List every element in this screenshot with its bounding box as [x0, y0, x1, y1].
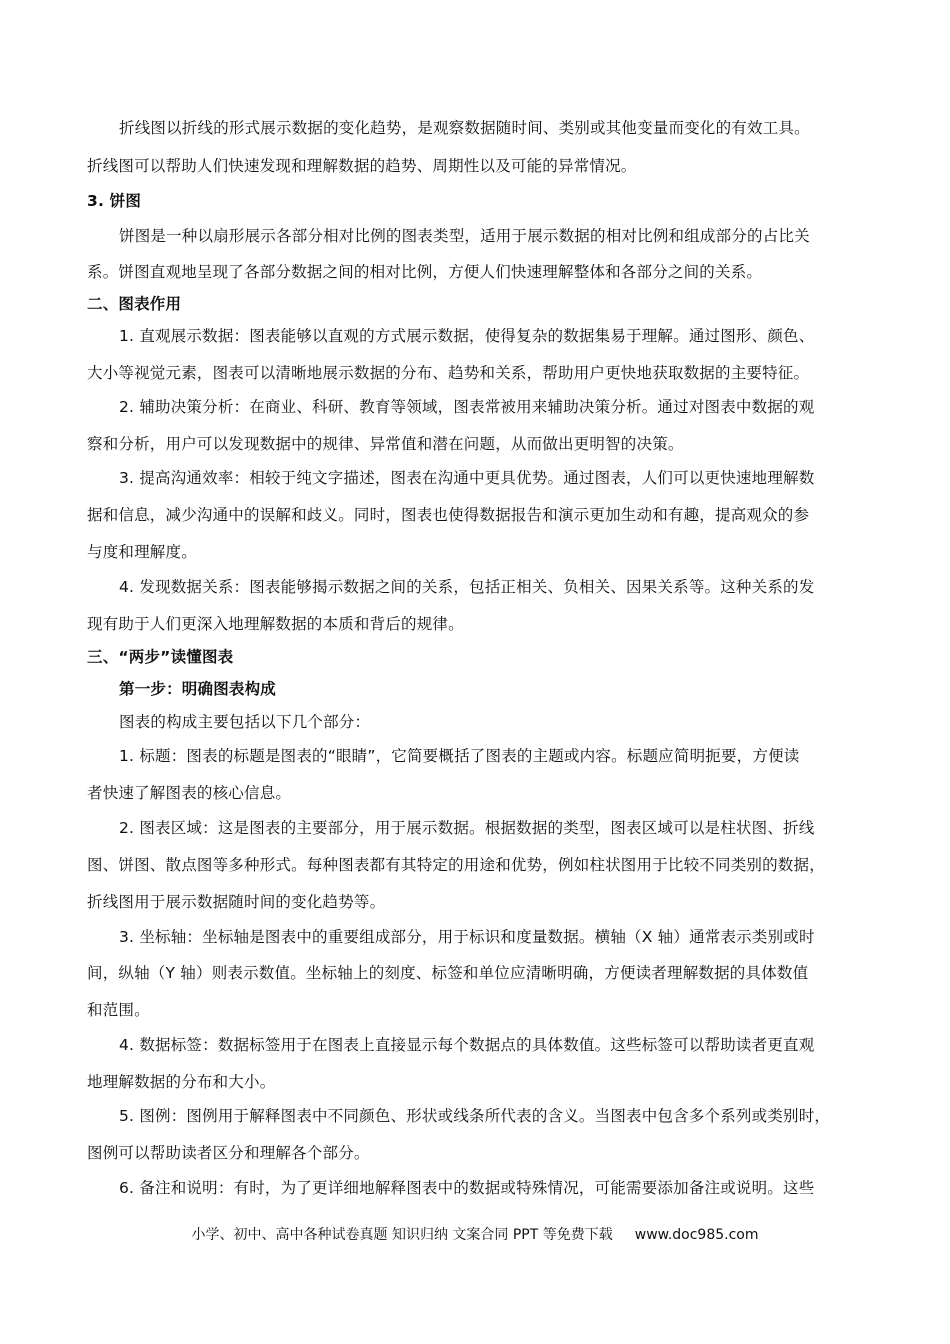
- paragraph-line: 4. 发现数据关系：图表能够揭示数据之间的关系，包括正相关、负相关、因果关系等。这种关系的发: [119, 578, 815, 596]
- section-heading: 三、“两步”读懂图表: [87, 648, 234, 666]
- paragraph-line: 折线图可以帮助人们快速发现和理解数据的趋势、周期性以及可能的异常情况。: [87, 157, 637, 175]
- paragraph-line: 4. 数据标签：数据标签用于在图表上直接显示每个数据点的具体数值。这些标签可以帮助读者更直观: [119, 1036, 815, 1054]
- paragraph-line: 6. 备注和说明：有时，为了更详细地解释图表中的数据或特殊情况，可能需要添加备注或说明。这些: [119, 1179, 815, 1197]
- paragraph-line: 现有助于人们更深入地理解数据的本质和背后的规律。: [87, 615, 464, 633]
- paragraph-line: 3. 坐标轴：坐标轴是图表中的重要组成部分，用于标识和度量数据。横轴（X 轴）通常表示类别或时: [119, 928, 815, 946]
- paragraph-line: 与度和理解度。: [87, 543, 197, 561]
- paragraph-line: 5. 图例：图例用于解释图表中不同颜色、形状或线条所代表的含义。当图表中包含多个系列或类别时，: [119, 1107, 831, 1125]
- section-heading: 二、图表作用: [87, 295, 182, 313]
- subsection-heading: 第一步：明确图表构成: [119, 680, 277, 698]
- section-heading: 3. 饼图: [87, 192, 142, 210]
- paragraph-line: 间，纵轴（Y 轴）则表示数值。坐标轴上的刻度、标签和单位应清晰明确，方便读者理解数据的具体数值: [87, 964, 809, 982]
- paragraph-line: 折线图用于展示数据随时间的变化趋势等。: [87, 893, 386, 911]
- paragraph-line: 据和信息，减少沟通中的误解和歧义。同时，图表也使得数据报告和演示更加生动和有趣，提高观众的参: [87, 506, 810, 524]
- footer-url: www.doc985.com: [634, 1227, 759, 1243]
- paragraph-line: 图例可以帮助读者区分和理解各个部分。: [87, 1144, 370, 1162]
- paragraph-line: 察和分析，用户可以发现数据中的规律、异常值和潜在问题，从而做出更明智的决策。: [87, 435, 684, 453]
- paragraph-line: 3. 提高沟通效率：相较于纯文字描述，图表在沟通中更具优势。通过图表，人们可以更快速地理解数: [119, 469, 815, 487]
- paragraph-line: 图表的构成主要包括以下几个部分：: [119, 713, 371, 731]
- footer-text: 小学、初中、高中各种试卷真题 知识归纳 文案合同 PPT 等免费下载: [191, 1227, 613, 1243]
- paragraph-line: 1. 标题：图表的标题是图表的“眼睛”，它简要概括了图表的主题或内容。标题应简明扼要，方便读: [119, 747, 800, 765]
- paragraph-line: 系。饼图直观地呈现了各部分数据之间的相对比例，方便人们快速理解整体和各部分之间的关系。: [87, 263, 763, 281]
- paragraph-line: 图、饼图、散点图等多种形式。每种图表都有其特定的用途和优势，例如柱状图用于比较不同类别的数据，: [87, 856, 825, 874]
- paragraph-line: 折线图以折线的形式展示数据的变化趋势，是观察数据随时间、类别或其他变量而变化的有效工具。: [119, 119, 810, 137]
- paragraph-line: 地理解数据的分布和大小。: [87, 1073, 276, 1091]
- paragraph-line: 2. 辅助决策分析：在商业、科研、教育等领域，图表常被用来辅助决策分析。通过对图表中数据的观: [119, 398, 815, 416]
- paragraph-line: 大小等视觉元素，图表可以清晰地展示数据的分布、趋势和关系，帮助用户更快地获取数据的主要特征。: [87, 364, 810, 382]
- paragraph-line: 者快速了解图表的核心信息。: [87, 784, 292, 802]
- paragraph-line: 饼图是一种以扇形展示各部分相对比例的图表类型，适用于展示数据的相对比例和组成部分的占比关: [119, 227, 810, 245]
- paragraph-line: 2. 图表区域：这是图表的主要部分，用于展示数据。根据数据的类型，图表区域可以是柱状图、折线: [119, 819, 815, 837]
- paragraph-line: 1. 直观展示数据：图表能够以直观的方式展示数据，使得复杂的数据集易于理解。通过图形、颜色、: [119, 327, 815, 345]
- page-footer: [0, 1224, 950, 1246]
- paragraph-line: 和范围。: [87, 1001, 150, 1019]
